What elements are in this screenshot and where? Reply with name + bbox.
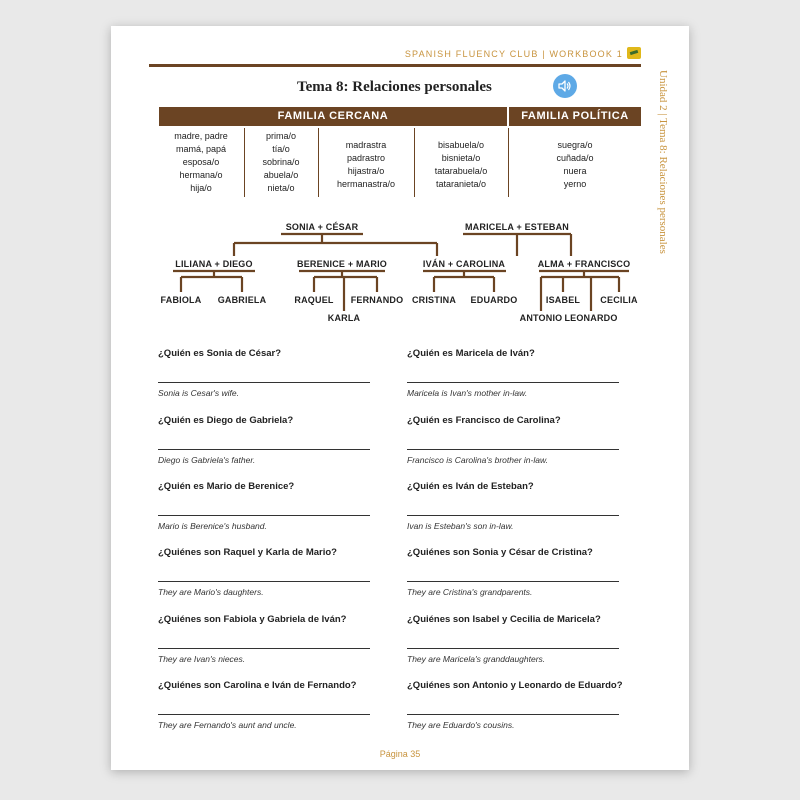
tree-node-cristina: CRISTINA bbox=[411, 295, 457, 305]
vocab-word: bisabuela/o bbox=[437, 140, 485, 150]
question-text: ¿Quién es Diego de Gabriela? bbox=[158, 415, 294, 426]
vocab-word: yerno bbox=[563, 179, 587, 189]
vocab-word: tía/o bbox=[272, 144, 290, 154]
answer-text: They are Eduardo's cousins. bbox=[407, 720, 515, 730]
answer-text: Ivan is Esteban's son in-law. bbox=[407, 521, 514, 531]
tree-node-isabel: ISABEL bbox=[545, 295, 581, 305]
tree-node-ivan-carolina: IVÁN + CAROLINA bbox=[422, 259, 506, 269]
vocab-word: hermanastra/o bbox=[336, 179, 396, 189]
question-text: ¿Quién es Sonia de César? bbox=[158, 348, 282, 359]
answer-text: Sonia is Cesar's wife. bbox=[158, 388, 239, 398]
tree-node-raquel: RAQUEL bbox=[294, 295, 334, 305]
side-unit-title: Unidad 2 | Tema 8: Relaciones personales bbox=[657, 70, 669, 254]
tree-node-fabiola: FABIOLA bbox=[160, 295, 202, 305]
page-number: Página 35 bbox=[379, 749, 421, 759]
answer-text: Mario is Berenice's husband. bbox=[158, 521, 267, 531]
vocab-word: hermana/o bbox=[179, 170, 223, 180]
question-text: ¿Quiénes son Fabiola y Gabriela de Iván? bbox=[158, 614, 347, 625]
page-title: Tema 8: Relaciones personales bbox=[297, 79, 492, 95]
answer-line[interactable] bbox=[407, 382, 619, 383]
tree-node-sonia-cesar: SONIA + CÉSAR bbox=[285, 222, 359, 232]
answer-line[interactable] bbox=[158, 382, 370, 383]
vocab-word: nuera bbox=[563, 166, 587, 176]
question-text: ¿Quiénes son Raquel y Karla de Mario? bbox=[158, 547, 337, 558]
answer-line[interactable] bbox=[158, 449, 370, 450]
answer-line[interactable] bbox=[158, 515, 370, 516]
tree-node-karla: KARLA bbox=[327, 313, 361, 323]
question-text: ¿Quién es Mario de Berenice? bbox=[158, 481, 295, 492]
vocab-word: prima/o bbox=[265, 131, 296, 141]
vocab-word: hija/o bbox=[190, 183, 212, 193]
vocab-word: suegra/o bbox=[557, 140, 593, 150]
tree-node-fernando: FERNANDO bbox=[350, 295, 404, 305]
vocab-word: tataranieta/o bbox=[435, 179, 487, 189]
family-tree-lines bbox=[111, 26, 689, 336]
vocab-word: madre, padre bbox=[174, 131, 228, 141]
vocab-word: hijastra/o bbox=[347, 166, 385, 176]
familia-cercana-heading: FAMILIA CERCANA bbox=[159, 107, 507, 126]
answer-text: They are Cristina's grandparents. bbox=[407, 587, 533, 597]
vocab-word: mamá, papá bbox=[175, 144, 227, 154]
vocab-word: bisnieta/o bbox=[441, 153, 481, 163]
answer-text: Maricela is Ivan's mother in-law. bbox=[407, 388, 528, 398]
vocab-word: abuela/o bbox=[263, 170, 299, 180]
tree-node-maricela-esteban: MARICELA + ESTEBAN bbox=[464, 222, 570, 232]
answer-line[interactable] bbox=[158, 714, 370, 715]
answer-text: They are Ivan's nieces. bbox=[158, 654, 246, 664]
tree-node-cecilia: CECILIA bbox=[600, 295, 638, 305]
tree-node-leonardo: LEONARDO bbox=[564, 313, 618, 323]
vocab-word: padrastro bbox=[346, 153, 386, 163]
answer-text: They are Mario's daughters. bbox=[158, 587, 264, 597]
question-text: ¿Quiénes son Sonia y César de Cristina? bbox=[407, 547, 593, 558]
tree-node-alma-francisco: ALMA + FRANCISCO bbox=[537, 259, 631, 269]
question-text: ¿Quiénes son Carolina e Iván de Fernando? bbox=[158, 680, 357, 691]
question-text: ¿Quién es Maricela de Iván? bbox=[407, 348, 535, 359]
vocab-word: madrastra bbox=[345, 140, 387, 150]
vocab-word: tatarabuela/o bbox=[434, 166, 488, 176]
question-text: ¿Quiénes son Isabel y Cecilia de Maricela? bbox=[407, 614, 601, 625]
answer-line[interactable] bbox=[407, 449, 619, 450]
answer-line[interactable] bbox=[158, 581, 370, 582]
answer-text: Francisco is Carolina's brother in-law. bbox=[407, 455, 548, 465]
tree-node-eduardo: EDUARDO bbox=[470, 295, 518, 305]
vocab-word: sobrina/o bbox=[262, 157, 300, 167]
answer-text: They are Fernando's aunt and uncle. bbox=[158, 720, 297, 730]
answer-line[interactable] bbox=[407, 648, 619, 649]
answer-text: They are Maricela's granddaughters. bbox=[407, 654, 546, 664]
vocab-word: esposa/o bbox=[182, 157, 220, 167]
vocab-word: nieta/o bbox=[267, 183, 295, 193]
running-header: SPANISH FLUENCY CLUB | WORKBOOK 1 bbox=[404, 49, 623, 59]
familia-politica-heading: FAMILIA POLÍTICA bbox=[509, 107, 641, 126]
tree-node-gabriela: GABRIELA bbox=[217, 295, 267, 305]
vocab-word: cuñada/o bbox=[556, 153, 594, 163]
answer-text: Diego is Gabriela's father. bbox=[158, 455, 256, 465]
answer-line[interactable] bbox=[407, 714, 619, 715]
workbook-page bbox=[111, 26, 689, 770]
question-text: ¿Quiénes son Antonio y Leonardo de Eduardo? bbox=[407, 680, 623, 691]
tree-node-berenice-mario: BERENICE + MARIO bbox=[297, 259, 387, 269]
question-text: ¿Quién es Iván de Esteban? bbox=[407, 481, 534, 492]
answer-line[interactable] bbox=[158, 648, 370, 649]
tree-node-antonio: ANTONIO bbox=[519, 313, 563, 323]
question-text: ¿Quién es Francisco de Carolina? bbox=[407, 415, 561, 426]
tree-node-liliana-diego: LILIANA + DIEGO bbox=[175, 259, 253, 269]
answer-line[interactable] bbox=[407, 581, 619, 582]
answer-line[interactable] bbox=[407, 515, 619, 516]
